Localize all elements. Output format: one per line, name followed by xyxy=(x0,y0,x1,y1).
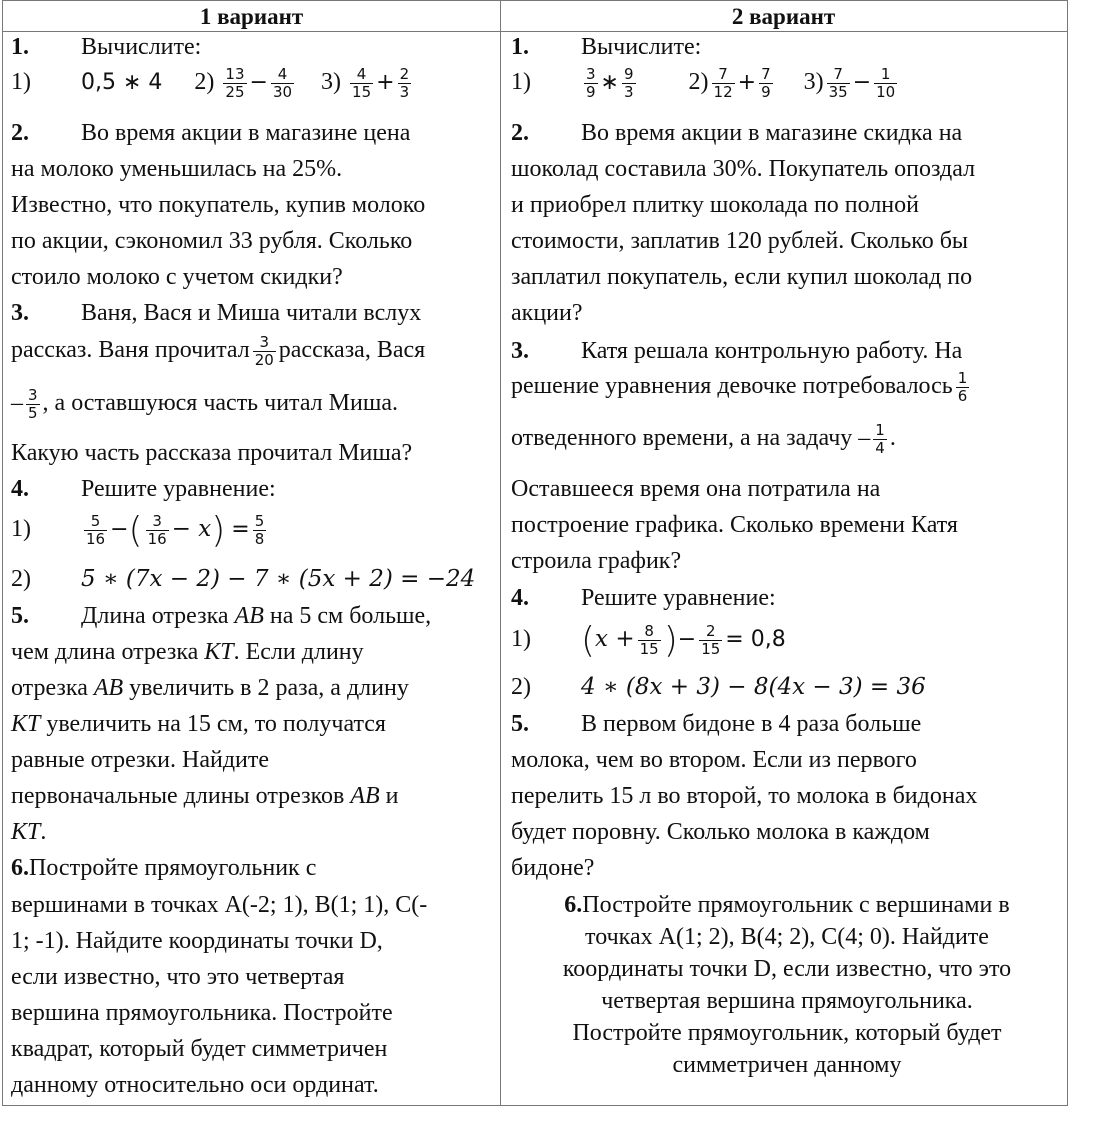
fraction: $\frac{3}{20}$ xyxy=(254,333,274,369)
v2-task3-line5: построение графика. Сколько времени Катя xyxy=(511,512,958,538)
fraction: $\frac{4}{30}$ xyxy=(272,65,293,101)
fraction: $\frac{2}{3}$ xyxy=(399,65,410,101)
v2-task6-line2: точках A(1; 2), B(4; 2), C(4; 0). Найдите xyxy=(585,924,989,950)
column-divider xyxy=(500,1,501,1105)
v2-task6-line1: 6.Постройте прямоугольник с вершинами в xyxy=(564,892,1010,918)
v1-task5-line2: чем длина отрезка KT. Если длину xyxy=(11,639,364,665)
v1-task5-line4: KT увеличить на 15 см, то получатся xyxy=(11,711,386,737)
v2-task2-line5: заплатил покупатель, если купил шоколад по xyxy=(511,264,973,290)
v2-task3-line2: решение уравнения девочке потребовалось $\frac{1}{6}$ xyxy=(511,369,968,405)
operator: − xyxy=(249,70,268,96)
v1-task4-eq1: 1) $\frac{5}{16}$ −( $\frac{3}{16}$ − 𝑥) = $\frac{5}{8}$ xyxy=(11,510,265,551)
v2-task2-line2: шоколад составила 30%. Покупатель опоздал xyxy=(511,156,976,182)
v1-task2-line1: 2. Во время акции в магазине цена xyxy=(11,120,411,146)
v1-task4-heading: 4. Решите уравнение: xyxy=(11,476,276,502)
v1-task2-line4: по акции, сэкономил 33 рубля. Сколько xyxy=(11,228,413,254)
task-table xyxy=(2,0,1068,1106)
v1-task5-line3: отрезка AB увеличить в 2 раза, а длину xyxy=(11,675,409,701)
v2-task6-line5: Постройте прямоугольник, который будет xyxy=(572,1020,1002,1046)
variant-1-header: 1 вариант xyxy=(3,1,500,32)
v2-task3-line1: 3. Катя решала контрольную работу. На xyxy=(511,338,963,364)
v1-task6-line1: 6.Постройте прямоугольник с xyxy=(11,855,317,881)
v2-task5-line1: 5. В первом бидоне в 4 раза больше xyxy=(511,711,922,737)
fraction: $\frac{4}{15}$ xyxy=(352,65,372,101)
v2-task2-line4: стоимости, заплатив 120 рублей. Сколько бы xyxy=(511,228,969,254)
task-title: Вычислите: xyxy=(81,34,202,60)
v1-task5-line6: первоначальные длины отрезков AB и xyxy=(11,783,399,809)
v2-task3-line3: отведенного времени, а на задачу – $\frac{1}{4}$ . xyxy=(511,421,896,457)
v2-task6-line3: координаты точки D, если известно, что это xyxy=(562,956,1012,982)
item-number: 2) xyxy=(194,69,215,96)
task-number: 1. xyxy=(11,34,29,60)
task-number: 4. xyxy=(11,476,29,502)
v1-task5-line1: 5. Длина отрезка AB на 5 см больше, xyxy=(11,603,432,629)
operator: + xyxy=(376,70,395,96)
v2-task5-line4: будет поровну. Сколько молока в каждом xyxy=(511,819,930,845)
item-number: 1) xyxy=(11,69,31,96)
v2-task2-line1: 2. Во время акции в магазине скидка на xyxy=(511,120,963,146)
v1-task6-line2: вершинами в точках A(-2; 1), B(1; 1), C(- xyxy=(11,892,428,918)
v2-task2-line3: и приобрел плитку шоколада по полной xyxy=(511,192,919,218)
v1-task3-line2: рассказ. Ваня прочитал $\frac{3}{20}$ рассказа, Вася xyxy=(11,333,426,369)
v1-task6-line7: данному относительно оси ординат. xyxy=(11,1072,379,1098)
v1-task6-line4: если известно, что это четвертая xyxy=(11,964,345,990)
variant-2-header: 2 вариант xyxy=(500,1,1067,32)
task-number: 2. xyxy=(11,120,29,146)
v2-task2-line6: акции? xyxy=(511,300,583,326)
v2-task3-line6: строила график? xyxy=(511,548,682,574)
v1-task4-eq2: 2) 5 ∗ (7𝑥 − 2) − 7 ∗ (5𝑥 + 2) = −24 xyxy=(11,566,476,592)
v1-task1-items xyxy=(11,66,414,101)
v2-task1-heading: 1. Вычислите: xyxy=(511,34,702,60)
v1-task6-line6: квадрат, который будет симметричен xyxy=(11,1036,388,1062)
fraction: $\frac{3}{5}$ xyxy=(28,386,38,422)
v1-task5-line7: KT. xyxy=(11,819,47,845)
v1-task6-line5: вершина прямоугольника. Постройте xyxy=(11,1000,393,1026)
v1-task2-line5: стоило молоко с учетом скидки? xyxy=(11,264,343,290)
v1-task5-line5: равные отрезки. Найдите xyxy=(11,747,270,773)
v2-task5-line2: молока, чем во втором. Если из первого xyxy=(511,747,917,773)
v2-task4-eq2: 2) 4 ∗ (8𝑥 + 3) − 8(4𝑥 − 3) = 36 xyxy=(511,674,926,700)
v2-task6-line6: симметричен данному xyxy=(672,1052,902,1078)
v2-task6-line4: четвертая вершина прямоугольника. xyxy=(601,988,973,1014)
v2-task4-eq1: 1) (𝑥 + $\frac{8}{15}$ )− $\frac{2}{15}$ = 0,8 xyxy=(511,620,786,661)
v2-task5-line3: перелить 15 л во второй, то молока в бидонах xyxy=(511,783,978,809)
v1-task1-heading xyxy=(11,34,201,61)
v2-task4-heading: 4. Решите уравнение: xyxy=(511,585,776,611)
v2-task5-line5: бидоне? xyxy=(511,855,595,881)
task-number: 3. xyxy=(11,300,29,326)
fraction: $\frac{13}{25}$ xyxy=(225,65,245,101)
v2-task3-line4: Оставшееся время она потратила на xyxy=(511,476,881,502)
v1-task2-line2: на молоко уменьшилась на 25%. xyxy=(11,156,343,182)
v1-task3-line3: – $\frac{3}{5}$ , а оставшуюся часть читал Миша. xyxy=(11,386,398,422)
v1-task6-line3: 1; -1). Найдите координаты точки D, xyxy=(11,928,383,954)
item-number: 3) xyxy=(321,69,342,96)
v1-task3-line1: 3. Ваня, Вася и Миша читали вслух xyxy=(11,300,422,326)
v1-task2-line3: Известно, что покупатель, купив молоко xyxy=(11,192,426,218)
v1-task3-line4: Какую часть рассказа прочитал Миша? xyxy=(11,440,413,466)
v2-task1-items: 1) $\frac{3}{9}$ ∗ $\frac{9}{3}$ 2) $\frac{7}{12}$ + $\frac{7}{9}$ 3) $\frac{7}{35}$ − $\frac{1}{10}$ xyxy=(511,65,896,101)
expression: 0,5 ∗ 4 xyxy=(81,70,163,96)
